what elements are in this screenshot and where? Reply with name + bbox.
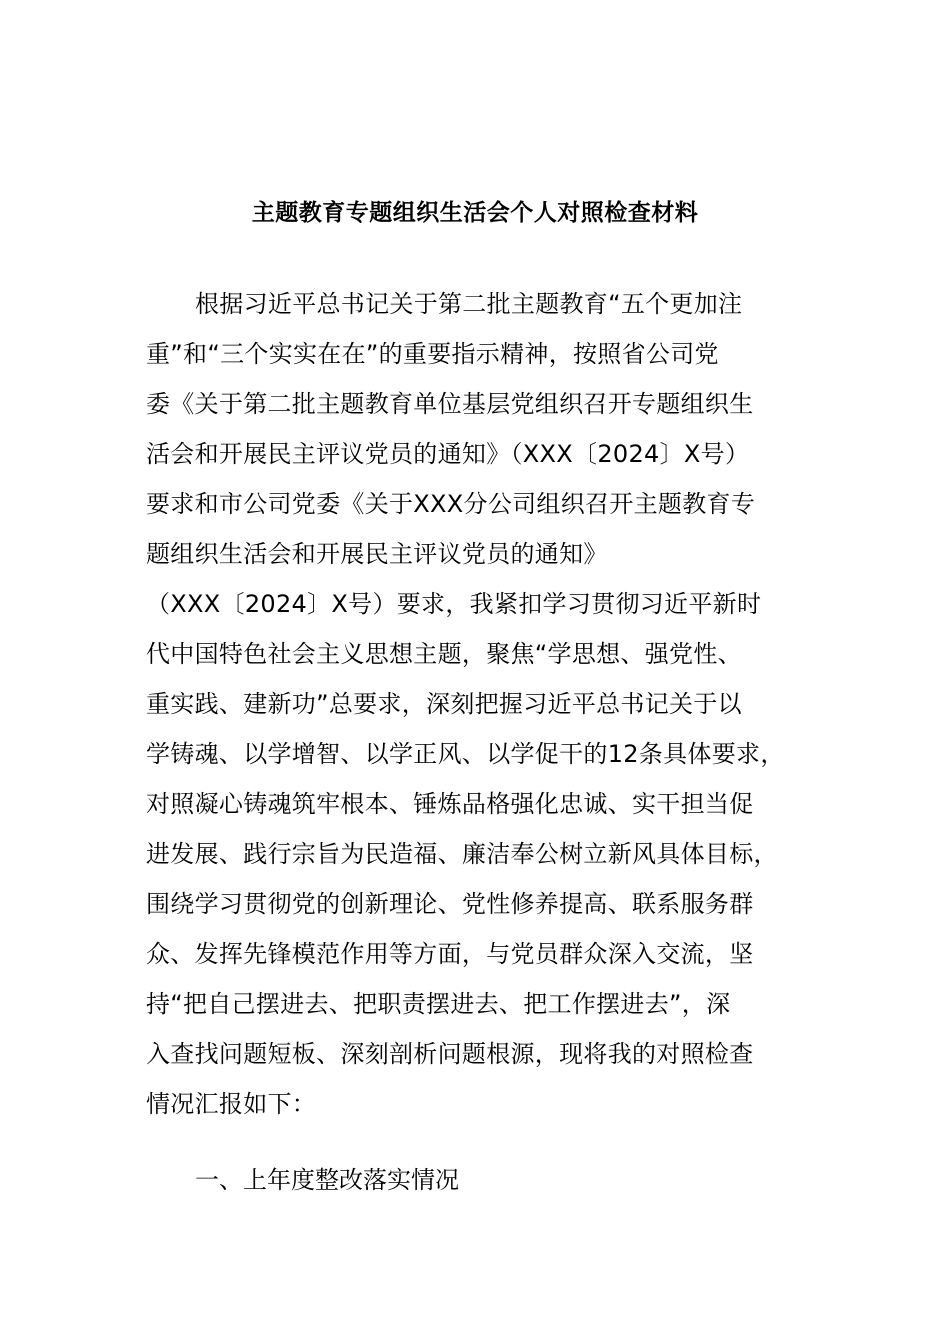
document-title: 主题教育专题组织生活会个人对照检查材料 [251,200,699,226]
paragraph-line: 题组织生活会和开展民主评议党员的通知》 [146,540,608,568]
intro-paragraph [146,279,846,1129]
paragraph-line: 根据习近平总书记关于第二批主题教育“五个更加注 [195,290,743,318]
paragraph-line: （XXX〔2024〕X号）要求，我紧扣学习贯彻习近平新时 [146,590,762,618]
paragraph-line: 入查找问题短板、深刻剖析问题根源，现将我的对照检查 [146,1040,754,1068]
paragraph-line: 委《关于第二批主题教育单位基层党组织召开专题组织生 [146,390,754,418]
paragraph-line: 持“把自己摆进去、把职责摆进去、把工作摆进去”，深 [146,990,731,1018]
paragraph-line: 要求和市公司党委《关于XXX分公司组织召开主题教育专 [146,490,756,518]
paragraph-line: 重”和“三个实实在在”的重要指示精神，按照省公司党 [146,340,719,368]
paragraph-line: 情况汇报如下： [146,1090,317,1118]
paragraph-line: 围绕学习贯彻党的创新理论、党性修养提高、联系服务群 [146,890,754,918]
paragraph-line: 活会和开展民主评议党员的通知》（XXX〔2024〕X号） [146,440,750,468]
paragraph-line: 对照凝心铸魂筑牢根本、锤炼品格强化忠诚、实干担当促 [146,790,754,818]
paragraph-line: 进发展、践行宗旨为民造福、廉洁奉公树立新风具体目标， [146,840,778,868]
paragraph-line: 众、发挥先锋模范作用等方面，与党员群众深入交流，坚 [146,940,754,968]
paragraph-line: 代中国特色社会主义思想主题，聚焦“学思想、强党性、 [146,640,742,668]
section-heading: 一、上年度整改落实情况 [195,1166,459,1194]
paragraph-line: 重实践、建新功”总要求，深刻把握习近平总书记关于以 [146,690,742,718]
paragraph-line: 学铸魂、以学增智、以学正风、以学促干的12条具体要求， [146,740,785,768]
